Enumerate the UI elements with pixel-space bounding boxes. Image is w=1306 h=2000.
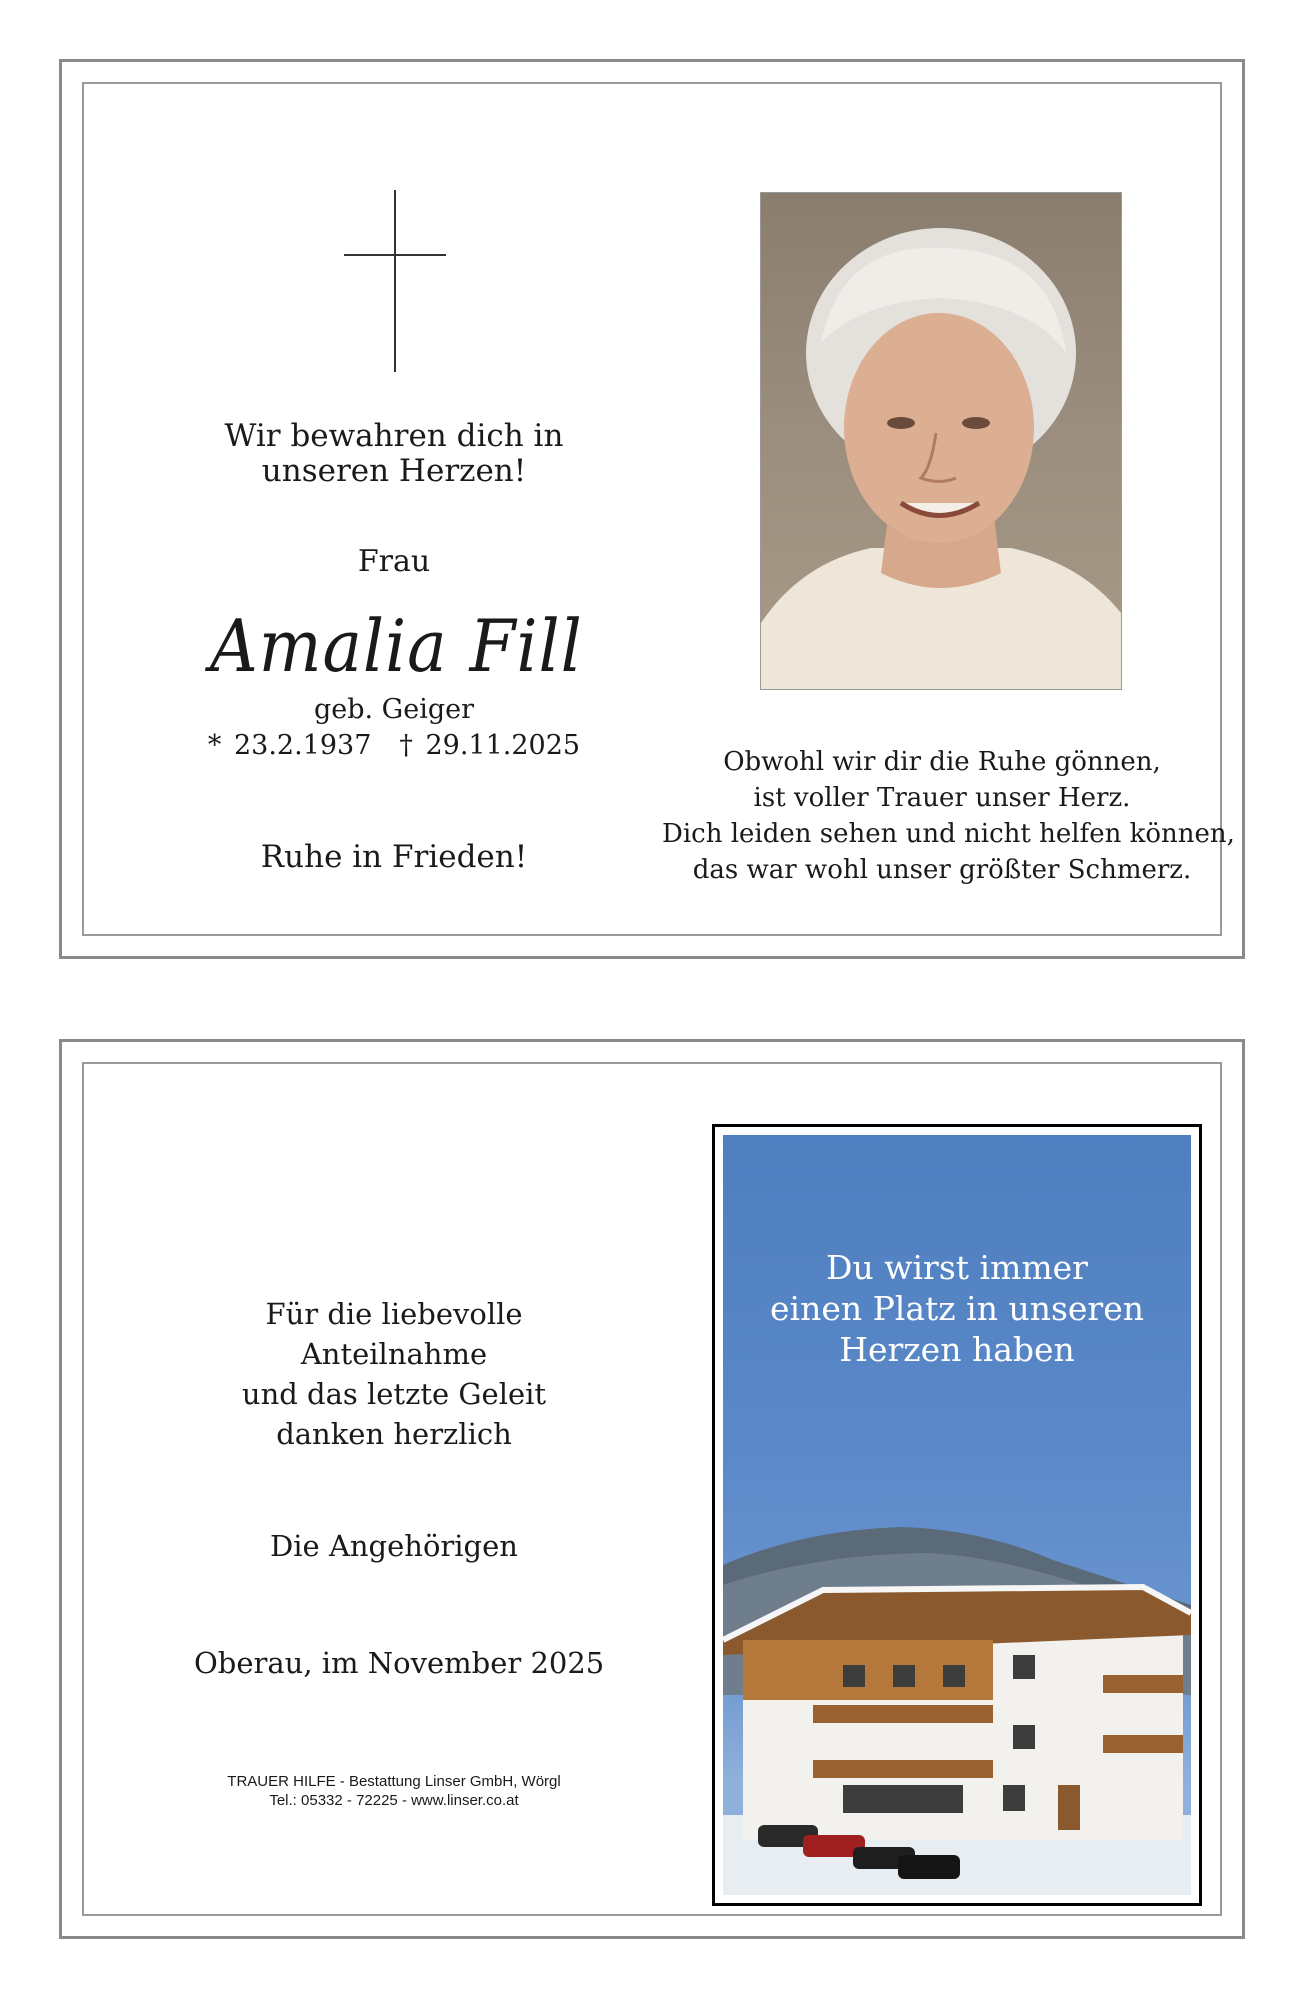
funeral-home-info <box>194 1772 594 1810</box>
footer-line-2: Tel.: 05332 - 72225 - www.linser.co.at <box>269 1792 519 1809</box>
front-card-inner-border <box>82 82 1235 936</box>
relatives: Die Angehörigen <box>270 1529 518 1563</box>
closing-phrase: Ruhe in Frieden! <box>260 839 528 875</box>
deceased-name: Amalia Fill <box>210 604 583 688</box>
quote-line-2: unseren Herzen! <box>261 453 527 489</box>
portrait-photo <box>760 192 1122 690</box>
thanks-line-1: Für die liebevolle <box>265 1297 523 1331</box>
death-date: † 29.11.2025 <box>399 730 581 761</box>
cross-icon <box>344 190 446 372</box>
verse-line-2: ist voller Trauer unser Herz. <box>753 783 1131 813</box>
thanks-line-3: und das letzte Geleit <box>241 1377 547 1411</box>
memorial-quote <box>194 419 594 489</box>
footer-line-1: TRAUER HILFE - Bestattung Linser GmbH, Wörgl <box>227 1773 561 1790</box>
life-dates <box>194 730 594 761</box>
photo-caption-line-1: Du wirst immer <box>826 1248 1088 1287</box>
house-photo-frame <box>712 1124 1202 1906</box>
thanks-text <box>194 1294 594 1454</box>
verse-line-4: das war wohl unser größter Schmerz. <box>692 855 1192 885</box>
place-date: Oberau, im November 2025 <box>194 1646 605 1680</box>
thanks-line-2: Anteilnahme <box>300 1337 488 1371</box>
verse <box>662 744 1235 888</box>
verse-line-3: Dich leiden sehen und nicht helfen können, <box>662 819 1235 849</box>
back-card-inner-border <box>82 1062 1222 1916</box>
birth-date: * 23.2.1937 <box>207 730 372 761</box>
thanks-line-4: danken herzlich <box>276 1417 512 1451</box>
back-card <box>59 1039 1245 1939</box>
maiden-name: geb. Geiger <box>313 694 475 725</box>
photo-caption-line-2: einen Platz in unseren <box>769 1289 1144 1328</box>
photo-caption-line-3: Herzen haben <box>839 1330 1075 1369</box>
verse-line-1: Obwohl wir dir die Ruhe gönnen, <box>723 747 1161 777</box>
salutation: Frau <box>357 544 431 579</box>
front-card <box>59 59 1245 959</box>
portrait-illustration <box>761 193 1121 689</box>
photo-caption <box>723 1247 1191 1370</box>
house-photo <box>723 1135 1191 1895</box>
quote-line-1: Wir bewahren dich in <box>224 418 564 454</box>
